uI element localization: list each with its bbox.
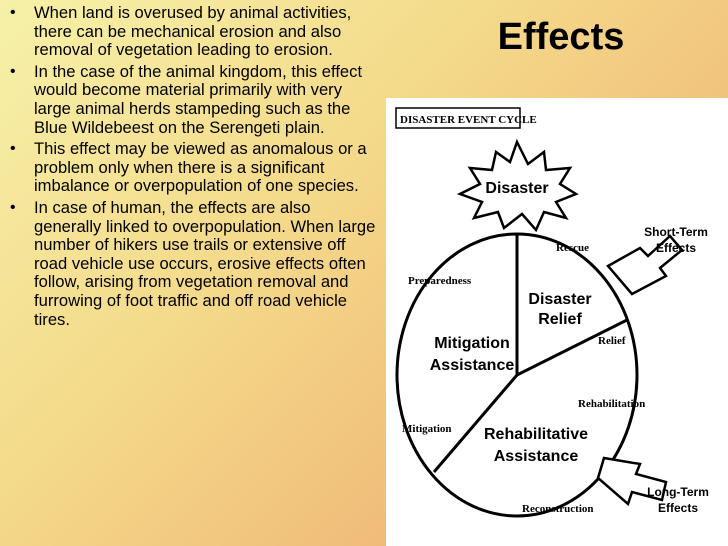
bullet-text: This effect may be viewed as anomalous or a problem only when there is a significant imbalance or overpopulation of one species. <box>34 139 367 196</box>
bullet-dot: • <box>10 62 16 80</box>
burst-label: Disaster <box>485 180 549 197</box>
callout-short-term-line1: Short-Term <box>644 225 708 239</box>
bullet-list <box>8 4 380 332</box>
bullet-item <box>8 199 380 329</box>
bullet-text: In case of human, the effects are also generally linked to overpopulation. When large number of hikers use trails or extensive off road vehicle use occurs, erosive effects often follow, arising from vegetation removal and furrowing of foot traffic and off road vehicle tires. <box>34 197 376 329</box>
disaster-cycle-diagram <box>386 98 728 546</box>
callout-long-term-line2: Effects <box>657 501 699 515</box>
bullet-dot: • <box>10 4 16 21</box>
section-mitigation-line2: Assistance <box>429 357 515 374</box>
bullet-text: When land is overused by animal activities, there can be mechanical erosion and also removal of vegetation leading to erosion. <box>34 3 352 60</box>
section-rehabilitative-line1: Rehabilitative <box>483 426 589 443</box>
bullet-item <box>8 140 380 196</box>
phase-preparedness: Preparedness <box>408 275 472 287</box>
divider-line <box>517 320 627 375</box>
callout-long-term-line1: Long-Term <box>647 485 709 499</box>
diagram-header: DISASTER EVENT CYCLE <box>400 114 537 126</box>
bullet-dot: • <box>10 140 16 158</box>
section-mitigation-line1: Mitigation <box>434 335 510 352</box>
diagram-svg <box>386 98 728 546</box>
bullet-item <box>8 4 380 60</box>
callout-short-term-line2: Effects <box>655 241 697 255</box>
bullet-text: In the case of the animal kingdom, this effect would become material primarily with very large animal herds stampeding such as the Blue Wildebeest on the Serengeti plain. <box>34 61 363 137</box>
phase-mitigation: Mitigation <box>402 423 452 435</box>
phase-rescue: Rescue <box>556 242 589 254</box>
bullet-item <box>8 63 380 137</box>
slide-title: Effects <box>497 16 625 58</box>
phase-reconstruction: Reconstruction <box>522 503 594 515</box>
section-disaster-relief-line1: Disaster <box>528 291 592 308</box>
bullet-dot: • <box>10 198 16 216</box>
section-rehabilitative-line2: Assistance <box>493 448 579 465</box>
section-disaster-relief-line2: Relief <box>538 311 582 328</box>
phase-rehabilitation: Rehabilitation <box>578 398 646 410</box>
phase-relief: Relief <box>598 335 626 347</box>
